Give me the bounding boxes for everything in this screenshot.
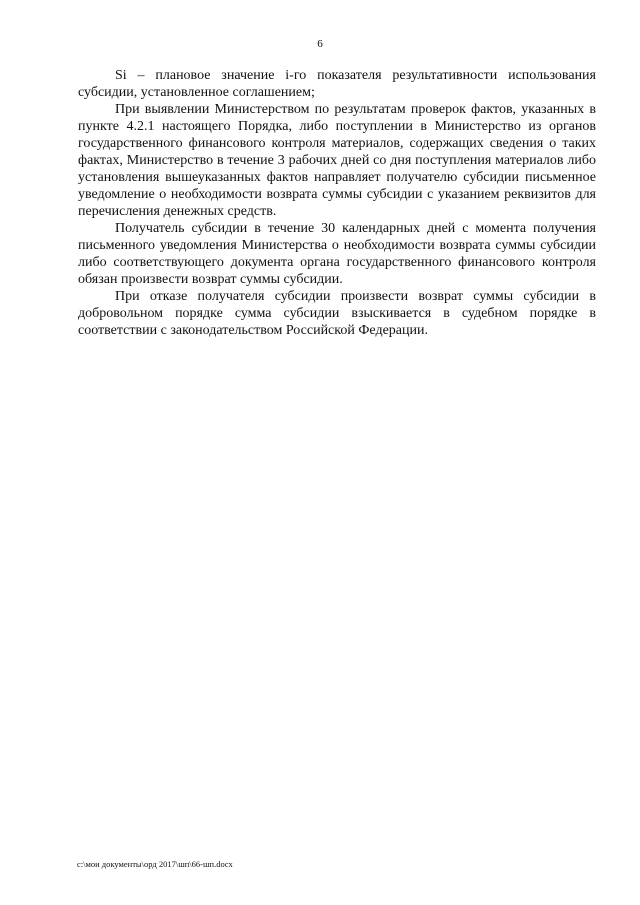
document-body bbox=[78, 67, 596, 339]
footer-file-path: c:\мои документы\орд 2017\шп\66-шп.docx bbox=[77, 859, 233, 869]
page-number: 6 bbox=[317, 38, 323, 50]
paragraph-ministry-notification: При выявлении Министерством по результатам проверок фактов, указанных в пункте 4.2.1 настоящего Порядка, либо поступлении в Министерство из органов государственного финансового контроля материалов, содержащих сведения о таких фактах, Министерство в течение 3 рабочих дней со дня поступления материалов либо установления вышеуказанных фактов направляет получателю субсидии письменное уведомление о необходимости возврата суммы субсидии с указанием реквизитов для перечисления денежных средств. bbox=[78, 102, 596, 219]
paragraph-recipient-refund: Получатель субсидии в течение 30 календарных дней с момента получения письменного уведомления Министерства о необходимости возврата суммы субсидии либо соответствующего документа органа государственного финансового контроля обязан произвести возврат суммы субсидии. bbox=[78, 221, 596, 287]
paragraph-court-recovery: При отказе получателя субсидии произвести возврат суммы субсидии в добровольном порядке сумма субсидии взыскивается в судебном порядке в соответствии с законодательством Российской Федерации. bbox=[78, 289, 596, 338]
paragraph-si-definition: Si – плановое значение i-го показателя результативности использования субсидии, установленное соглашением; bbox=[78, 68, 596, 100]
